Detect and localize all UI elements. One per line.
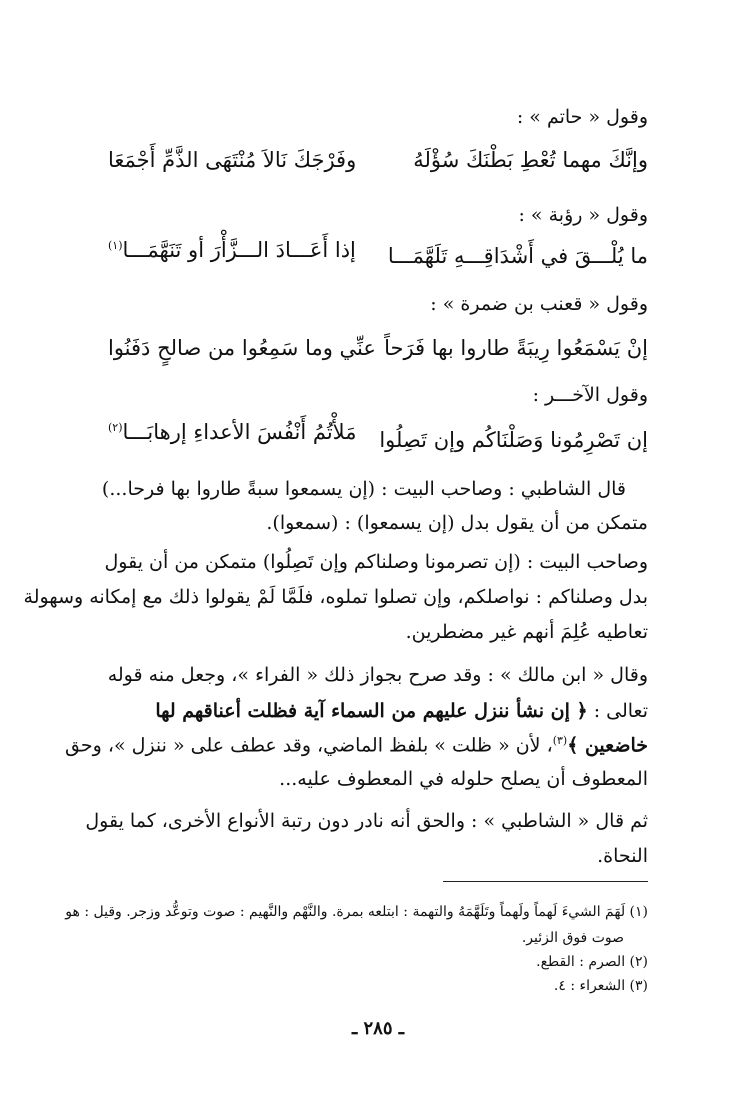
verse-2-first-hemistich: ما يُلْـــقَ في أَشْدَاقِـــهِ تَلَهَّمَـــا xyxy=(387,244,648,268)
verse-1-second-hemistich: وفَرْجَكَ نَالاَ مُنْتَهَى الذَّمِّ أَجْمَعَا xyxy=(108,148,357,172)
paragraph-2-line-2: بدل وصلناكم : نواصلكم، وإن تصلوا تملوه، فلَمَّا لَمْ يقولوا ذلك مع إمكانه وسهولة xyxy=(23,586,648,608)
verse-intro-hatim: وقول « حاتم » : xyxy=(516,106,648,128)
footnote-ref-3: (٣) xyxy=(552,734,568,747)
paragraph-1-line-1: قال الشاطبي : وصاحب البيت : (إن يسمعوا سبةً طاروا بها فرحا...) xyxy=(101,478,626,500)
verse-1-first-hemistich: وإنَّكَ مهما تُعْطِ بَطْنَكَ سُؤْلَهُ xyxy=(413,148,648,172)
paragraph-2-line-3: تعاطيه عُلِمَ أنهم غير مضطرين. xyxy=(405,621,648,643)
footnote-1-line-2: صوت فوق الزئير. xyxy=(521,930,624,946)
quran-verse-end: خاضعين ﴾ xyxy=(567,734,648,757)
quran-intro: تعالى : xyxy=(593,700,648,722)
footnote-1-line-1: (١) لَهَمَ الشيءَ لَهماً ولَهماً وتَلَهَّمَهُ والتهمة : ابتلعه بمرة. والنَّهْم والنَّهيم : صوت وتوعُّد وزجر. وقيل : هو xyxy=(65,904,648,920)
footnote-ref-2: (٢) xyxy=(108,421,123,434)
paragraph-3-line-2 xyxy=(106,700,648,722)
quran-verse: ﴿ إن نشأ ننزل عليهم من السماء آية فظلت أعناقهم لها xyxy=(155,700,588,722)
verse-intro-qanab: وقول « قعنب بن ضمرة » : xyxy=(430,293,648,315)
verse-3-second-hemistich: عنِّي وما سَمِعُوا من صالحٍ دَفَنُوا xyxy=(108,336,376,360)
footnote-2: (٢) الصرم : القطع. xyxy=(536,954,648,970)
paragraph-3-line-3 xyxy=(65,734,648,757)
paragraph-4-line-2: النحاة. xyxy=(597,845,648,867)
paragraph-3-line-3-text: ، لأن « ظلت » بلفظ الماضي، وقد عطف على « ننزل »، وحق xyxy=(65,734,553,757)
verse-4-text: مَلأْتُمُ أَنْفُسَ الأعداءِ إرهابَـــا xyxy=(122,420,357,444)
verse-3-first-hemistich: إنْ يَسْمَعُوا رِيبَةً طاروا بها فَرَحاً xyxy=(384,336,648,360)
paragraph-3-line-1: وقال « ابن مالك » : وقد صرح بجواز ذلك « الفراء »، وجعل منه قوله xyxy=(107,664,648,686)
paragraph-4-line-1: ثم قال « الشاطبي » : والحق أنه نادر دون رتبة الأنواع الأخرى، كما يقول xyxy=(85,810,648,832)
verse-4-second-hemistich xyxy=(108,420,356,444)
verse-4-first-hemistich: إن تَصْرِمُونا وَصَلْنَاكُم وإن تَصِلُوا xyxy=(379,428,648,452)
footnote-separator xyxy=(443,881,648,882)
verse-intro-other: وقول الآخـــر : xyxy=(532,384,648,406)
footnote-3: (٣) الشعراء : ٤. xyxy=(553,978,648,994)
paragraph-2-line-1: وصاحب البيت : (إن تصرمونا وصلناكم وإن تَصِلُوا) متمكن من أن يقول xyxy=(104,551,648,573)
paragraph-1-line-2: متمكن من أن يقول بدل (إن يسمعوا) : (سمعوا). xyxy=(266,512,648,534)
page-number: ـ ٢٨٥ ـ xyxy=(351,1018,405,1039)
verse-2-text: إذا أَعَـــادَ الـــزَّأْرَ أو تَنَهَّمَـــا xyxy=(122,238,356,262)
footnote-ref-1: (١) xyxy=(108,239,123,252)
verse-intro-ruba: وقول « رؤبة » : xyxy=(518,204,648,226)
verse-2-second-hemistich xyxy=(108,238,356,262)
paragraph-3-line-4: المعطوف أن يصلح حلوله في المعطوف عليه... xyxy=(279,768,648,790)
